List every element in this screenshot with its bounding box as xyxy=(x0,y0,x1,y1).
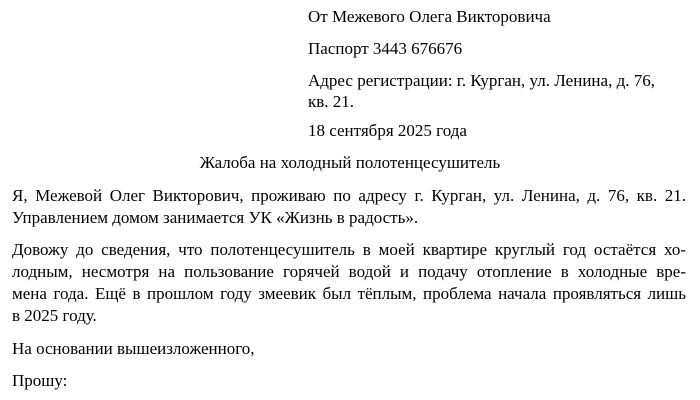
paragraph-2-line-2: лодным, несмотря на пользование горячей водой и подачу отопление в холодные вре- xyxy=(12,262,686,281)
paragraph-3: На основании вышеизложенного, xyxy=(12,339,255,358)
paragraph-2-line-4: в 2025 году. xyxy=(12,306,97,325)
sender-name: От Межевого Олега Викторовича xyxy=(308,7,551,26)
paragraph-2-line-1: Довожу до сведения, что полотенцесушитель в моей квартире круглый год остаётся хо- xyxy=(12,240,686,259)
document-date: 18 сентября 2025 года xyxy=(308,121,467,140)
document-title: Жалоба на холодный полотенцесушитель xyxy=(199,153,501,172)
paragraph-2-line-3: мена года. Ещё в прошлом году змеевик был тёплым, проблема начала проявляться лишь xyxy=(12,284,686,303)
paragraph-1-line-1: Я, Межевой Олег Викторович, проживаю по адресу г. Курган, ул. Ленина, д. 76, кв. 21. xyxy=(12,186,686,205)
paragraph-4-request: Прошу: xyxy=(12,371,68,390)
registration-address-line-1: Адрес регистрации: г. Курган, ул. Ленина, д. 76, xyxy=(308,71,655,90)
passport-number: Паспорт 3443 676676 xyxy=(308,39,463,58)
paragraph-1-line-2: Управлением домом занимается УК «Жизнь в радость». xyxy=(12,208,419,227)
registration-address-line-2: кв. 21. xyxy=(308,92,355,111)
